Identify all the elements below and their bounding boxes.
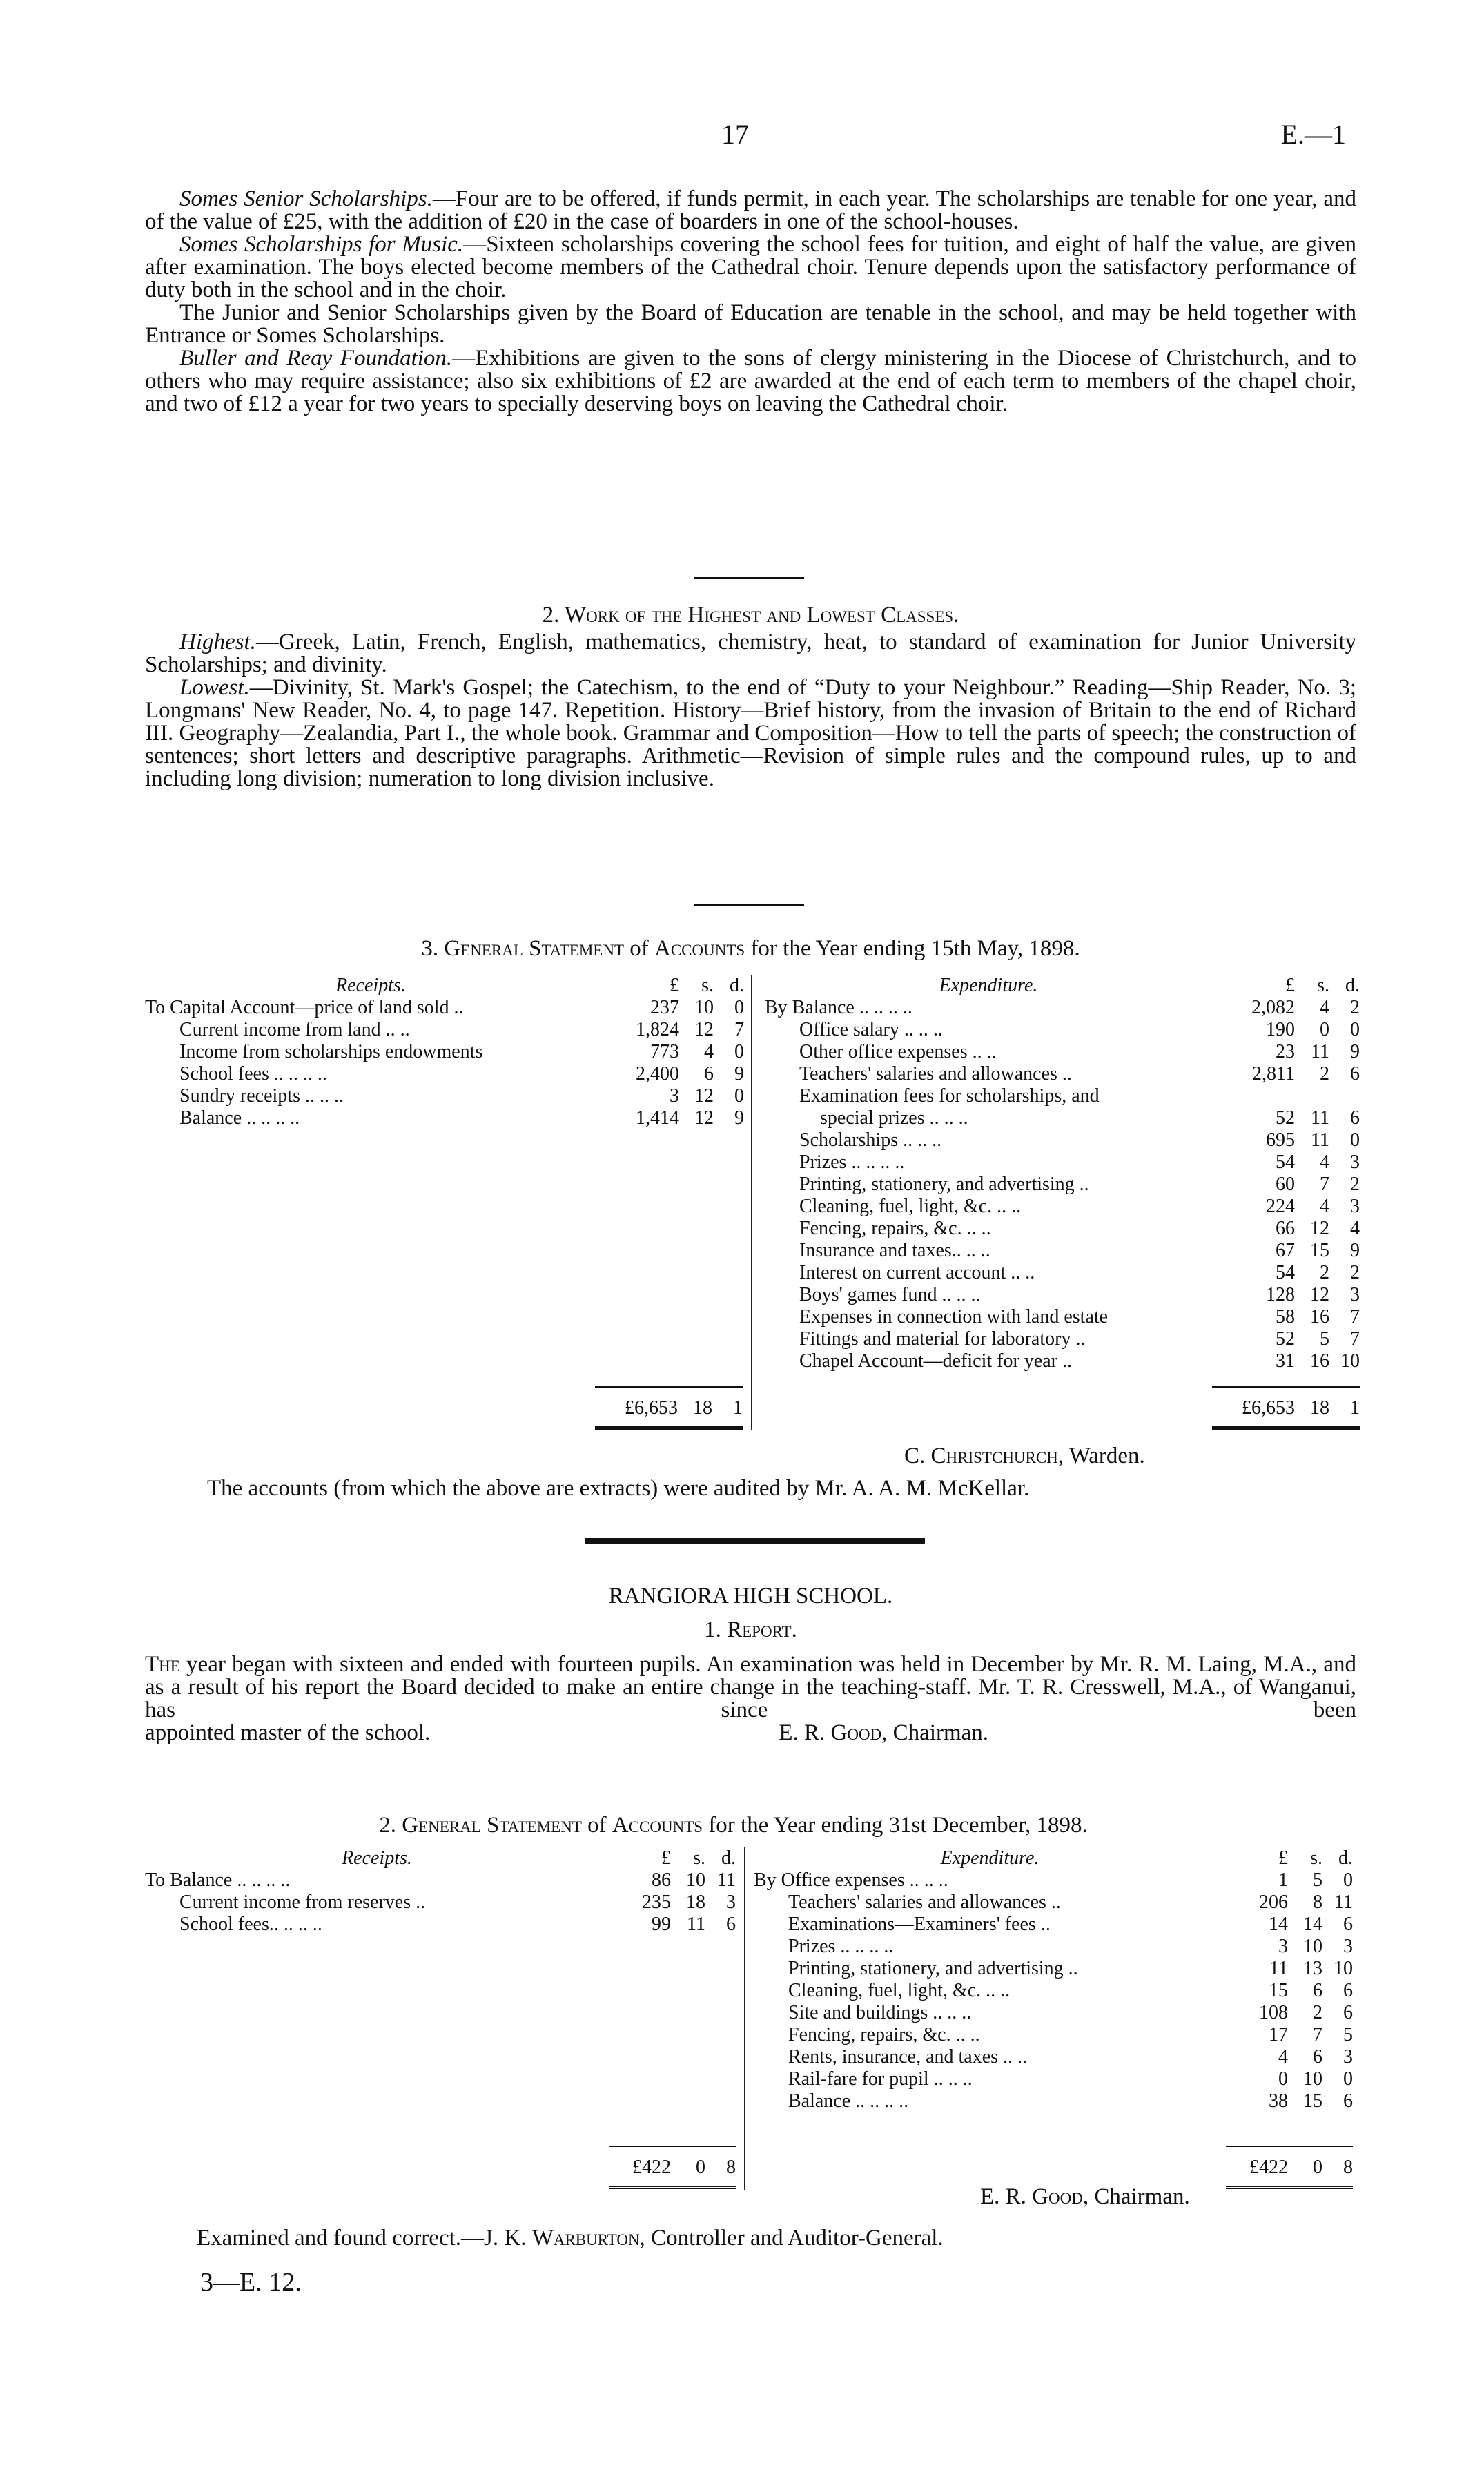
row-label: Printing, stationery, and advertising .. — [799, 1174, 1089, 1195]
column-unit: s. — [1317, 975, 1329, 996]
table-row — [754, 1958, 1353, 1980]
amount-pence: 3 — [1350, 1196, 1360, 1217]
table-row — [145, 997, 744, 1019]
row-label: Teachers' salaries and allowances .. — [788, 1892, 1061, 1913]
amount-pence: 6 — [1343, 1914, 1353, 1935]
table-row — [145, 1914, 736, 1936]
amount-pence: 3 — [1343, 2046, 1353, 2068]
amount-pounds: 14 — [1269, 1914, 1288, 1935]
column-unit: d. — [730, 975, 744, 996]
table-row — [754, 1892, 1353, 1914]
row-label: To Capital Account—price of land sold .. — [145, 997, 464, 1018]
table-row — [765, 1085, 1360, 1107]
paragraph-text: year began with sixteen and ended with fourteen pupils. An examination was held in December by Mr. R. M. Laing, M.A., and as a result of his report the Board decided to make an entire change in the teaching-staff. Mr. T. R. Cresswell, M.A., of Wanganui, has since been — [145, 1652, 1356, 1722]
amount-pence: 11 — [717, 1869, 736, 1891]
amount-pounds: 235 — [642, 1892, 671, 1913]
total-block — [609, 2146, 736, 2190]
amount-pounds: 4 — [1278, 2046, 1288, 2068]
double-rule — [595, 1426, 743, 1430]
amount-shillings: 12 — [694, 1107, 714, 1129]
total-block — [1226, 2146, 1353, 2190]
paragraph-text: —Greek, Latin, French, English, mathematics, chemistry, heat, to standard of examination for Junior University Scholarships; and divinity. — [145, 630, 1356, 677]
row-label: Current income from reserves .. — [179, 1892, 426, 1913]
paragraph — [145, 631, 1356, 677]
paragraph — [145, 188, 1356, 233]
run-in-title: Highest. — [179, 630, 256, 654]
amount-pence: 10 — [1334, 1958, 1353, 1979]
row-label: Chapel Account—deficit for year .. — [799, 1350, 1072, 1372]
table-row — [145, 1063, 744, 1085]
amount-shillings: 12 — [694, 1019, 714, 1040]
amount-pounds: 60 — [1276, 1174, 1295, 1195]
receipts-column — [145, 1847, 745, 2190]
title-part: Accounts — [654, 936, 745, 961]
amount-pounds: 52 — [1276, 1107, 1295, 1129]
row-label: Fittings and material for laboratory .. — [799, 1328, 1086, 1350]
amount-pounds: 237 — [650, 997, 679, 1018]
paragraph-text: appointed master of the school. — [145, 1720, 431, 1745]
row-label: By Balance .. .. .. .. — [765, 997, 912, 1018]
title-part: for the Year ending 15th May, 1898. — [745, 936, 1080, 961]
column-unit: £ — [661, 1847, 671, 1869]
row-label: Printing, stationery, and advertising .. — [788, 1958, 1078, 1979]
title-part: of — [624, 936, 654, 961]
amount-pence: 6 — [1350, 1063, 1360, 1085]
accounts1-signature — [904, 1445, 1145, 1468]
table-row — [765, 1262, 1360, 1284]
signatory-name: E. R. Good, — [779, 1720, 888, 1745]
amount-pence: 5 — [1343, 2024, 1353, 2045]
table-row — [754, 1936, 1353, 1958]
total-block — [1212, 1386, 1360, 1430]
amount-pence: 0 — [1350, 1019, 1360, 1040]
table-row — [765, 1218, 1360, 1240]
column-unit: d. — [721, 1847, 736, 1869]
divider — [694, 577, 804, 579]
column-unit: d. — [1338, 1847, 1353, 1869]
amount-shillings: 11 — [687, 1914, 705, 1935]
amount-shillings: 4 — [1320, 1196, 1329, 1217]
amount-shillings: 5 — [1320, 1328, 1329, 1350]
amount-pounds: 3 — [670, 1085, 679, 1107]
row-label: Scholarships .. .. .. — [799, 1129, 942, 1151]
report-heading: 1. Report. — [704, 1617, 797, 1642]
paragraph-text: The Junior and Senior Scholarships given by the Board of Education are tenable in the school, and may be held together with Entrance or Somes Scholarships. — [145, 300, 1356, 348]
amount-shillings: 4 — [1320, 997, 1329, 1018]
divider — [694, 904, 804, 906]
amount-shillings: 2 — [1313, 2002, 1322, 2023]
amount-pence: 6 — [1343, 2002, 1353, 2023]
amount-shillings: 6 — [1313, 2046, 1322, 2068]
accounts1-table — [145, 975, 1360, 1430]
amount-pence: 3 — [1350, 1284, 1360, 1305]
audit-note: The accounts (from which the above are extracts) were audited by Mr. A. A. M. McKellar. — [207, 1476, 1030, 1501]
column-header-label: Receipts. — [342, 1847, 412, 1869]
amount-pounds: 1,824 — [636, 1019, 679, 1040]
examined-note — [197, 2227, 944, 2250]
amount-pence: 4 — [1350, 1218, 1360, 1239]
amount-shillings: 0 — [1313, 2157, 1322, 2178]
school-title: RANGIORA HIGH SCHOOL. — [608, 1584, 893, 1608]
amount-pounds: 15 — [1269, 1980, 1288, 2001]
amount-pounds: £422 — [1249, 2157, 1288, 2178]
amount-shillings: 16 — [1310, 1350, 1329, 1372]
amount-shillings: 0 — [1320, 1019, 1329, 1040]
amount-pounds: 52 — [1276, 1328, 1295, 1350]
amount-shillings: 18 — [686, 1892, 705, 1913]
column-header — [145, 975, 744, 997]
table-row — [765, 1107, 1360, 1129]
section-heading: 2. Work of the Highest and Lowest Classes. — [542, 603, 959, 628]
work-section — [145, 604, 1356, 790]
amount-pence: 0 — [734, 1085, 744, 1107]
amount-pence: 7 — [1350, 1328, 1360, 1350]
amount-pence: 1 — [1350, 1397, 1360, 1419]
amount-shillings: 10 — [1303, 2068, 1322, 2090]
row-label: Examinations—Examiners' fees .. — [788, 1914, 1051, 1935]
signature-mark: 3—E. 12. — [200, 2268, 302, 2297]
accounts1-title — [145, 937, 1356, 960]
paragraph-text: —Four are to be offered, if funds permit, in each year. The scholarships are tenable for one year, and of the value of £25, with the addition of £20 in the case of boarders in one of the school-houses. — [145, 186, 1356, 234]
report-section — [145, 1653, 1356, 1744]
column-unit: £ — [1278, 1847, 1288, 1869]
amount-pence: 8 — [726, 2157, 736, 2178]
amount-pounds: 3 — [1278, 1936, 1288, 1957]
row-label: Examination fees for scholarships, and — [799, 1085, 1100, 1107]
row-label: Cleaning, fuel, light, &c. .. .. — [788, 1980, 1011, 2001]
amount-pence: 7 — [1350, 1306, 1360, 1328]
amount-shillings: 15 — [1310, 1240, 1329, 1261]
row-label: Rents, insurance, and taxes .. .. — [788, 2046, 1028, 2068]
amount-shillings: 14 — [1303, 1914, 1322, 1935]
signatory-name: E. R. Good, — [980, 2184, 1089, 2209]
row-label: Cleaning, fuel, light, &c. .. .. — [799, 1196, 1022, 1217]
paragraph-lead: The — [145, 1652, 180, 1677]
column-unit: s. — [701, 975, 714, 996]
amount-pounds: 54 — [1276, 1262, 1295, 1283]
amount-pounds: 58 — [1276, 1306, 1295, 1328]
row-label: School fees.. .. .. .. — [179, 1914, 322, 1935]
total-row — [1212, 1386, 1360, 1419]
amount-pounds: 54 — [1276, 1151, 1295, 1173]
paragraph — [145, 233, 1356, 302]
paragraph — [145, 677, 1356, 790]
amount-pounds: £422 — [632, 2157, 671, 2178]
title-part: of — [581, 1813, 612, 1838]
amount-pounds: 1 — [1278, 1869, 1288, 1891]
double-rule — [609, 2186, 736, 2190]
title-part: General Statement — [444, 936, 624, 961]
amount-shillings: 7 — [1320, 1174, 1329, 1195]
signatory-role: Chairman. — [1088, 2184, 1190, 2209]
row-label: Teachers' salaries and allowances .. — [799, 1063, 1072, 1085]
run-in-title: Buller and Reay Foundation. — [179, 346, 453, 371]
amount-pounds: 695 — [1266, 1129, 1295, 1151]
amount-shillings: 4 — [704, 1041, 714, 1062]
table-row — [145, 1041, 744, 1063]
expenditure-column — [752, 975, 1360, 1430]
table-row — [754, 2024, 1353, 2046]
amount-shillings: 15 — [1303, 2090, 1322, 2112]
double-rule — [1212, 1426, 1360, 1430]
row-label: Other office expenses .. .. — [799, 1041, 997, 1062]
row-label: Sundry receipts .. .. .. — [179, 1085, 344, 1107]
amount-pence: 1 — [733, 1397, 743, 1419]
receipts-column — [145, 975, 752, 1430]
double-rule — [1226, 2186, 1353, 2190]
amount-pounds: £6,653 — [625, 1397, 678, 1419]
amount-shillings: 0 — [696, 2157, 705, 2178]
amount-pence: 2 — [1350, 1262, 1360, 1283]
row-label: Balance .. .. .. .. — [788, 2090, 909, 2112]
amount-pounds: 206 — [1259, 1892, 1288, 1913]
table-row — [765, 1328, 1360, 1350]
total-row — [609, 2146, 736, 2179]
run-in-title: Somes Scholarships for Music. — [179, 232, 464, 257]
amount-shillings: 11 — [1311, 1107, 1329, 1129]
amount-pence: 3 — [1343, 1936, 1353, 1957]
table-row — [765, 1129, 1360, 1151]
amount-pence: 9 — [1350, 1240, 1360, 1261]
amount-pence: 0 — [734, 997, 744, 1018]
accounts2-table — [145, 1847, 1353, 2190]
amount-pence: 11 — [1334, 1892, 1353, 1913]
table-row — [765, 1240, 1360, 1262]
title-part: 3. — [421, 936, 445, 961]
amount-shillings: 10 — [694, 997, 714, 1018]
amount-pounds: 1,414 — [636, 1107, 679, 1129]
amount-pounds: 224 — [1266, 1196, 1295, 1217]
amount-shillings: 18 — [1310, 1397, 1329, 1419]
amount-pence: 6 — [1343, 1980, 1353, 2001]
row-label: Office salary .. .. .. — [799, 1019, 943, 1040]
column-unit: s. — [1310, 1847, 1322, 1869]
title-part: Accounts — [612, 1813, 703, 1838]
amount-pence: 9 — [734, 1063, 744, 1085]
amount-pence: 8 — [1343, 2157, 1353, 2178]
amount-pence: 6 — [1343, 2090, 1353, 2112]
amount-pounds: 11 — [1269, 1958, 1288, 1979]
page-number: 17 — [721, 119, 749, 150]
amount-pounds: 99 — [652, 1914, 671, 1935]
table-row — [754, 1869, 1353, 1892]
row-label: Balance .. .. .. .. — [179, 1107, 300, 1129]
column-header — [754, 1847, 1353, 1869]
accounts2-title — [145, 1814, 1356, 1837]
row-label: Fencing, repairs, &c. .. .. — [799, 1218, 991, 1239]
amount-pounds: 23 — [1276, 1041, 1295, 1062]
amount-shillings: 13 — [1303, 1958, 1322, 1979]
amount-pounds: 108 — [1259, 2002, 1288, 2023]
amount-pounds: 86 — [652, 1869, 671, 1891]
column-header — [765, 975, 1360, 997]
amount-shillings: 5 — [1313, 1869, 1322, 1891]
amount-shillings: 8 — [1313, 1892, 1322, 1913]
table-row — [754, 2068, 1353, 2090]
column-unit: d. — [1345, 975, 1360, 996]
row-label: School fees .. .. .. .. — [179, 1063, 327, 1085]
table-row — [765, 1284, 1360, 1306]
amount-pence: 6 — [726, 1914, 736, 1935]
amount-pounds: 17 — [1269, 2024, 1288, 2045]
table-row — [765, 1063, 1360, 1085]
amount-shillings: 4 — [1320, 1151, 1329, 1173]
amount-pounds: 2,082 — [1251, 997, 1295, 1018]
amount-pounds — [1212, 1085, 1295, 1107]
note-text: Examined and found correct.—J. K. — [197, 2226, 532, 2250]
table-row — [765, 1306, 1360, 1328]
table-row — [145, 1019, 744, 1041]
paragraph — [145, 1653, 1356, 1722]
paragraph-text: —Sixteen scholarships covering the school fees for tuition, and eight of half the value, are given after examination. The boys elected become members of the Cathedral choir. Tenure depends upon the satisfactory performance of duty both in the school and in the choir. — [145, 232, 1356, 302]
row-label: Prizes .. .. .. .. — [799, 1151, 905, 1173]
amount-pounds: 2,811 — [1252, 1063, 1295, 1085]
accounts2-signature — [980, 2186, 1190, 2208]
table-row — [765, 1041, 1360, 1063]
table-row — [754, 1914, 1353, 1936]
row-label: Interest on current account .. .. — [799, 1262, 1035, 1283]
amount-pounds: 66 — [1276, 1218, 1295, 1239]
amount-pence: 2 — [1350, 1174, 1360, 1195]
row-label: Income from scholarships endowments — [179, 1041, 483, 1062]
run-in-title: Lowest. — [179, 675, 250, 700]
amount-pounds: 128 — [1266, 1284, 1295, 1305]
amount-pence: 0 — [1350, 1129, 1360, 1151]
amount-shillings: 12 — [1310, 1284, 1329, 1305]
paragraph-text: —Exhibitions are given to the sons of clergy ministering in the Diocese of Christchurch, and to others who may require assistance; also six exhibitions of £2 are awarded at the end of each term to members of the chapel choir, and two of £12 a year for two years to specially deserving boys on leaving the Cathedral choir. — [145, 346, 1356, 416]
signatory-role: Warden. — [1064, 1443, 1145, 1468]
amount-shillings: 11 — [1311, 1129, 1329, 1151]
total-row — [1226, 2146, 1353, 2179]
note-text: Controller and Auditor-General. — [645, 2226, 944, 2250]
amount-shillings — [1295, 1085, 1329, 1107]
amount-pence: 7 — [734, 1019, 744, 1040]
column-unit: £ — [1285, 975, 1295, 996]
amount-shillings: 12 — [694, 1085, 714, 1107]
amount-pounds: £6,653 — [1242, 1397, 1295, 1419]
total-block — [595, 1386, 743, 1430]
amount-pence — [1329, 1085, 1360, 1107]
document-code: E.—1 — [1280, 119, 1346, 150]
amount-pence: 10 — [1340, 1350, 1360, 1372]
row-label: Prizes .. .. .. .. — [788, 1936, 894, 1957]
amount-shillings: 18 — [693, 1397, 712, 1419]
report-last-line — [145, 1722, 1356, 1744]
signatory-name: C. Christchurch, — [904, 1443, 1064, 1468]
row-label: Boys' games fund .. .. .. — [799, 1284, 981, 1305]
amount-pence: 9 — [1350, 1041, 1360, 1062]
amount-pounds: 773 — [650, 1041, 679, 1062]
column-header-label: Expenditure. — [939, 975, 1038, 996]
amount-pounds: 67 — [1276, 1240, 1295, 1261]
row-label: Current income from land .. .. — [179, 1019, 410, 1040]
amount-shillings: 16 — [1310, 1306, 1329, 1328]
table-row — [145, 1892, 736, 1914]
amount-pounds: 31 — [1276, 1350, 1295, 1372]
amount-pounds: 38 — [1269, 2090, 1288, 2112]
amount-shillings: 12 — [1310, 1218, 1329, 1239]
title-part: General Statement — [402, 1813, 582, 1838]
run-in-title: Somes Senior Scholarships. — [179, 186, 433, 211]
row-label: By Office expenses .. .. .. — [754, 1869, 948, 1891]
scholarships-section — [145, 188, 1356, 416]
table-row — [765, 1174, 1360, 1196]
title-part: for the Year ending 31st December, 1898. — [703, 1813, 1088, 1838]
column-unit: £ — [670, 975, 679, 996]
amount-shillings: 10 — [1303, 1936, 1322, 1957]
row-label: Insurance and taxes.. .. .. — [799, 1240, 990, 1261]
expenditure-column — [745, 1847, 1353, 2190]
table-row — [765, 1196, 1360, 1218]
amount-shillings: 11 — [1311, 1041, 1329, 1062]
thick-divider — [585, 1538, 925, 1544]
amount-shillings: 7 — [1313, 2024, 1322, 2045]
paragraph — [145, 347, 1356, 416]
row-label: special prizes .. .. .. — [820, 1107, 968, 1129]
column-header-label: Expenditure. — [940, 1847, 1039, 1869]
table-row — [765, 1350, 1360, 1372]
table-row — [754, 2002, 1353, 2024]
signatory-role: Chairman. — [887, 1720, 989, 1745]
table-row — [765, 1151, 1360, 1174]
column-unit: s. — [693, 1847, 705, 1869]
column-header-label: Receipts. — [335, 975, 406, 996]
amount-pence: 9 — [734, 1107, 744, 1129]
total-row — [595, 1386, 743, 1419]
row-label: Expenses in connection with land estate — [799, 1306, 1109, 1328]
auditor-name: Warburton, — [531, 2226, 645, 2250]
table-row — [754, 1980, 1353, 2002]
paragraph — [145, 302, 1356, 347]
row-label: Fencing, repairs, &c. .. .. — [788, 2024, 980, 2045]
amount-pence: 0 — [1343, 2068, 1353, 2090]
amount-pounds: 190 — [1266, 1019, 1295, 1040]
table-row — [754, 2090, 1353, 2112]
amount-pence: 3 — [1350, 1151, 1360, 1173]
table-row — [765, 1019, 1360, 1041]
amount-pence: 0 — [734, 1041, 744, 1062]
amount-pounds: 0 — [1278, 2068, 1288, 2090]
table-row — [145, 1085, 744, 1107]
amount-shillings: 6 — [704, 1063, 714, 1085]
amount-pence: 3 — [726, 1892, 736, 1913]
table-row — [765, 997, 1360, 1019]
column-header — [145, 1847, 736, 1869]
amount-pence: 6 — [1350, 1107, 1360, 1129]
amount-pence: 2 — [1350, 997, 1360, 1018]
title-part: 2. — [379, 1813, 402, 1838]
amount-shillings: 2 — [1320, 1262, 1329, 1283]
row-label: To Balance .. .. .. .. — [145, 1869, 291, 1891]
paragraph-text: —Divinity, St. Mark's Gospel; the Catechism, to the end of “Duty to your Neighbour.” Reading—Ship Reader, No. 3; Longmans' New Reader, No. 4, to page 147. Repetition. History—Brief history, from the invasion of Britain to the end of Richard III. Geography—Zealandia, Part I., the whole book. Grammar and Composition—How to tell the parts of speech; the construction of sentences; short letters and descriptive paragraphs. Arithmetic—Revision of simple rules and the compound rules, up to and including long division; numeration to long division inclusive. — [145, 675, 1356, 791]
row-label: Rail-fare for pupil .. .. .. — [788, 2068, 973, 2090]
table-row — [145, 1107, 744, 1129]
amount-shillings: 10 — [686, 1869, 705, 1891]
table-row — [145, 1869, 736, 1892]
amount-shillings: 6 — [1313, 1980, 1322, 2001]
row-label: Site and buildings .. .. .. — [788, 2002, 972, 2023]
amount-pence: 0 — [1343, 1869, 1353, 1891]
amount-shillings: 2 — [1320, 1063, 1329, 1085]
table-row — [754, 2046, 1353, 2068]
amount-pounds: 2,400 — [636, 1063, 679, 1085]
